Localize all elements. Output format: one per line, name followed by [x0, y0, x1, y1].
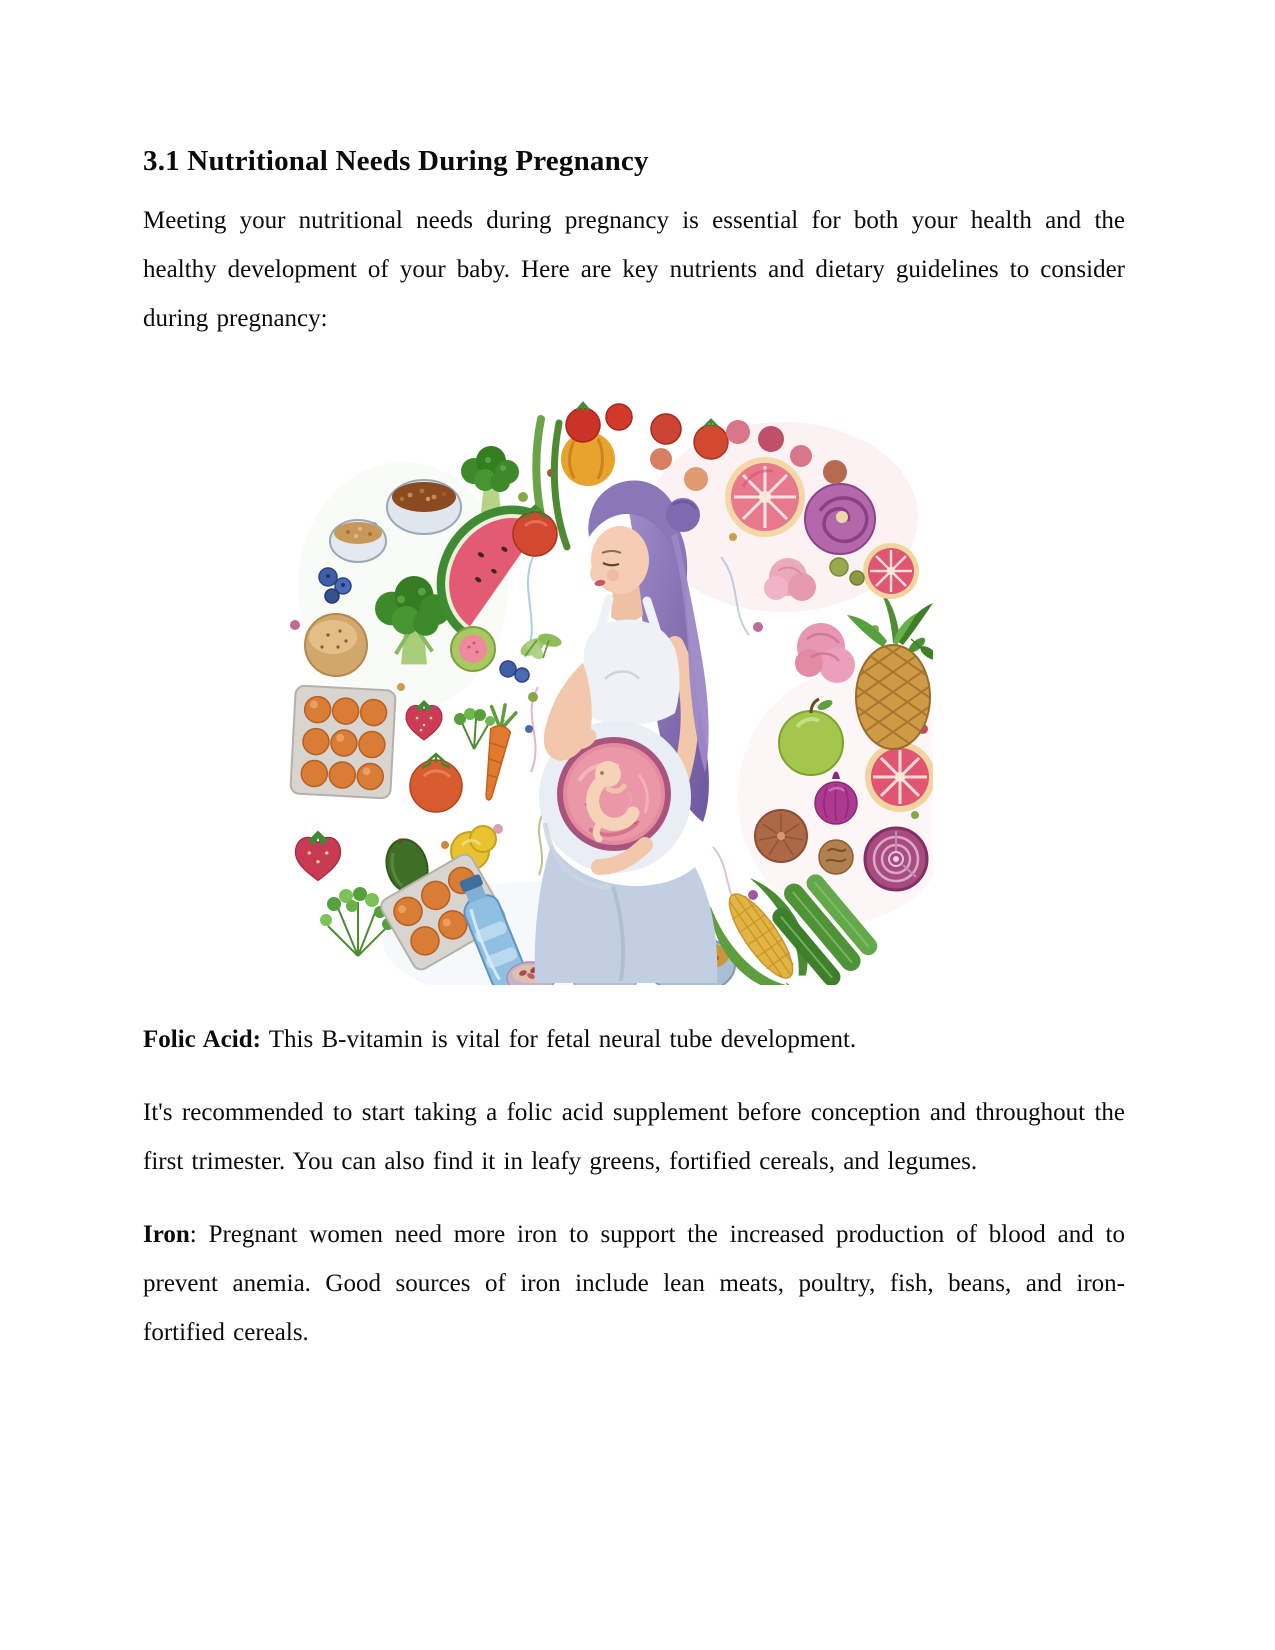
parsley-icon [320, 887, 394, 956]
grapefruit-large-icon [725, 457, 805, 537]
blueberry-pair-icon [500, 661, 529, 682]
carrot-tops-icon [454, 708, 495, 749]
section-heading: 3.1 Nutritional Needs During Pregnancy [143, 145, 649, 177]
walnut-icon [819, 840, 853, 874]
iron-paragraph [143, 1210, 1125, 1357]
salmon-piece-icon [795, 623, 855, 683]
grapefruit-small-icon [863, 543, 919, 599]
bread-roll-icon [305, 614, 367, 676]
folic-acid-text: This B-vitamin is vital for fetal neural tube development. [260, 1026, 857, 1054]
leafy-greens-icon [518, 632, 563, 663]
purple-onion-cross-icon [865, 828, 927, 890]
grapefruit-icon [865, 742, 933, 812]
fig-icon [755, 810, 807, 862]
iron-text: : Pregnant women need more iron to support the increased production of blood and to prevent anemia. Good sources of iron include lean meats, poultry, fish, beans, and iron-fortified cereals. [143, 1221, 1125, 1347]
folic-acid-label: Folic Acid: [143, 1026, 261, 1054]
cheek-blush [607, 569, 619, 581]
pregnancy-nutrition-illustration [283, 377, 933, 985]
lentil-bowl-icon [387, 480, 461, 534]
folic-acid-detail-paragraph: It's recommended to start taking a folic acid supplement before conception and throughout the first trimester. You can also find it in leafy greens, fortified cereals, and legumes. [143, 1099, 1125, 1176]
folic-acid-paragraph [143, 1015, 1125, 1064]
tomato-orange-icon [410, 754, 462, 812]
grain-bowl-small-icon [330, 520, 386, 562]
strawberry-large-icon [295, 831, 340, 881]
purple-cabbage-icon [805, 484, 875, 554]
guava-icon [451, 627, 495, 671]
hair-bun [666, 498, 700, 532]
womb-window [560, 740, 668, 848]
iron-label: Iron [143, 1221, 190, 1249]
egg-tray-icon [290, 686, 396, 799]
intro-paragraph: Meeting your nutritional needs during pregnancy is essential for both your health and the healthy development of your baby. Here are key nutrients and dietary guidelines to consider during pregnancy: [143, 207, 1125, 333]
